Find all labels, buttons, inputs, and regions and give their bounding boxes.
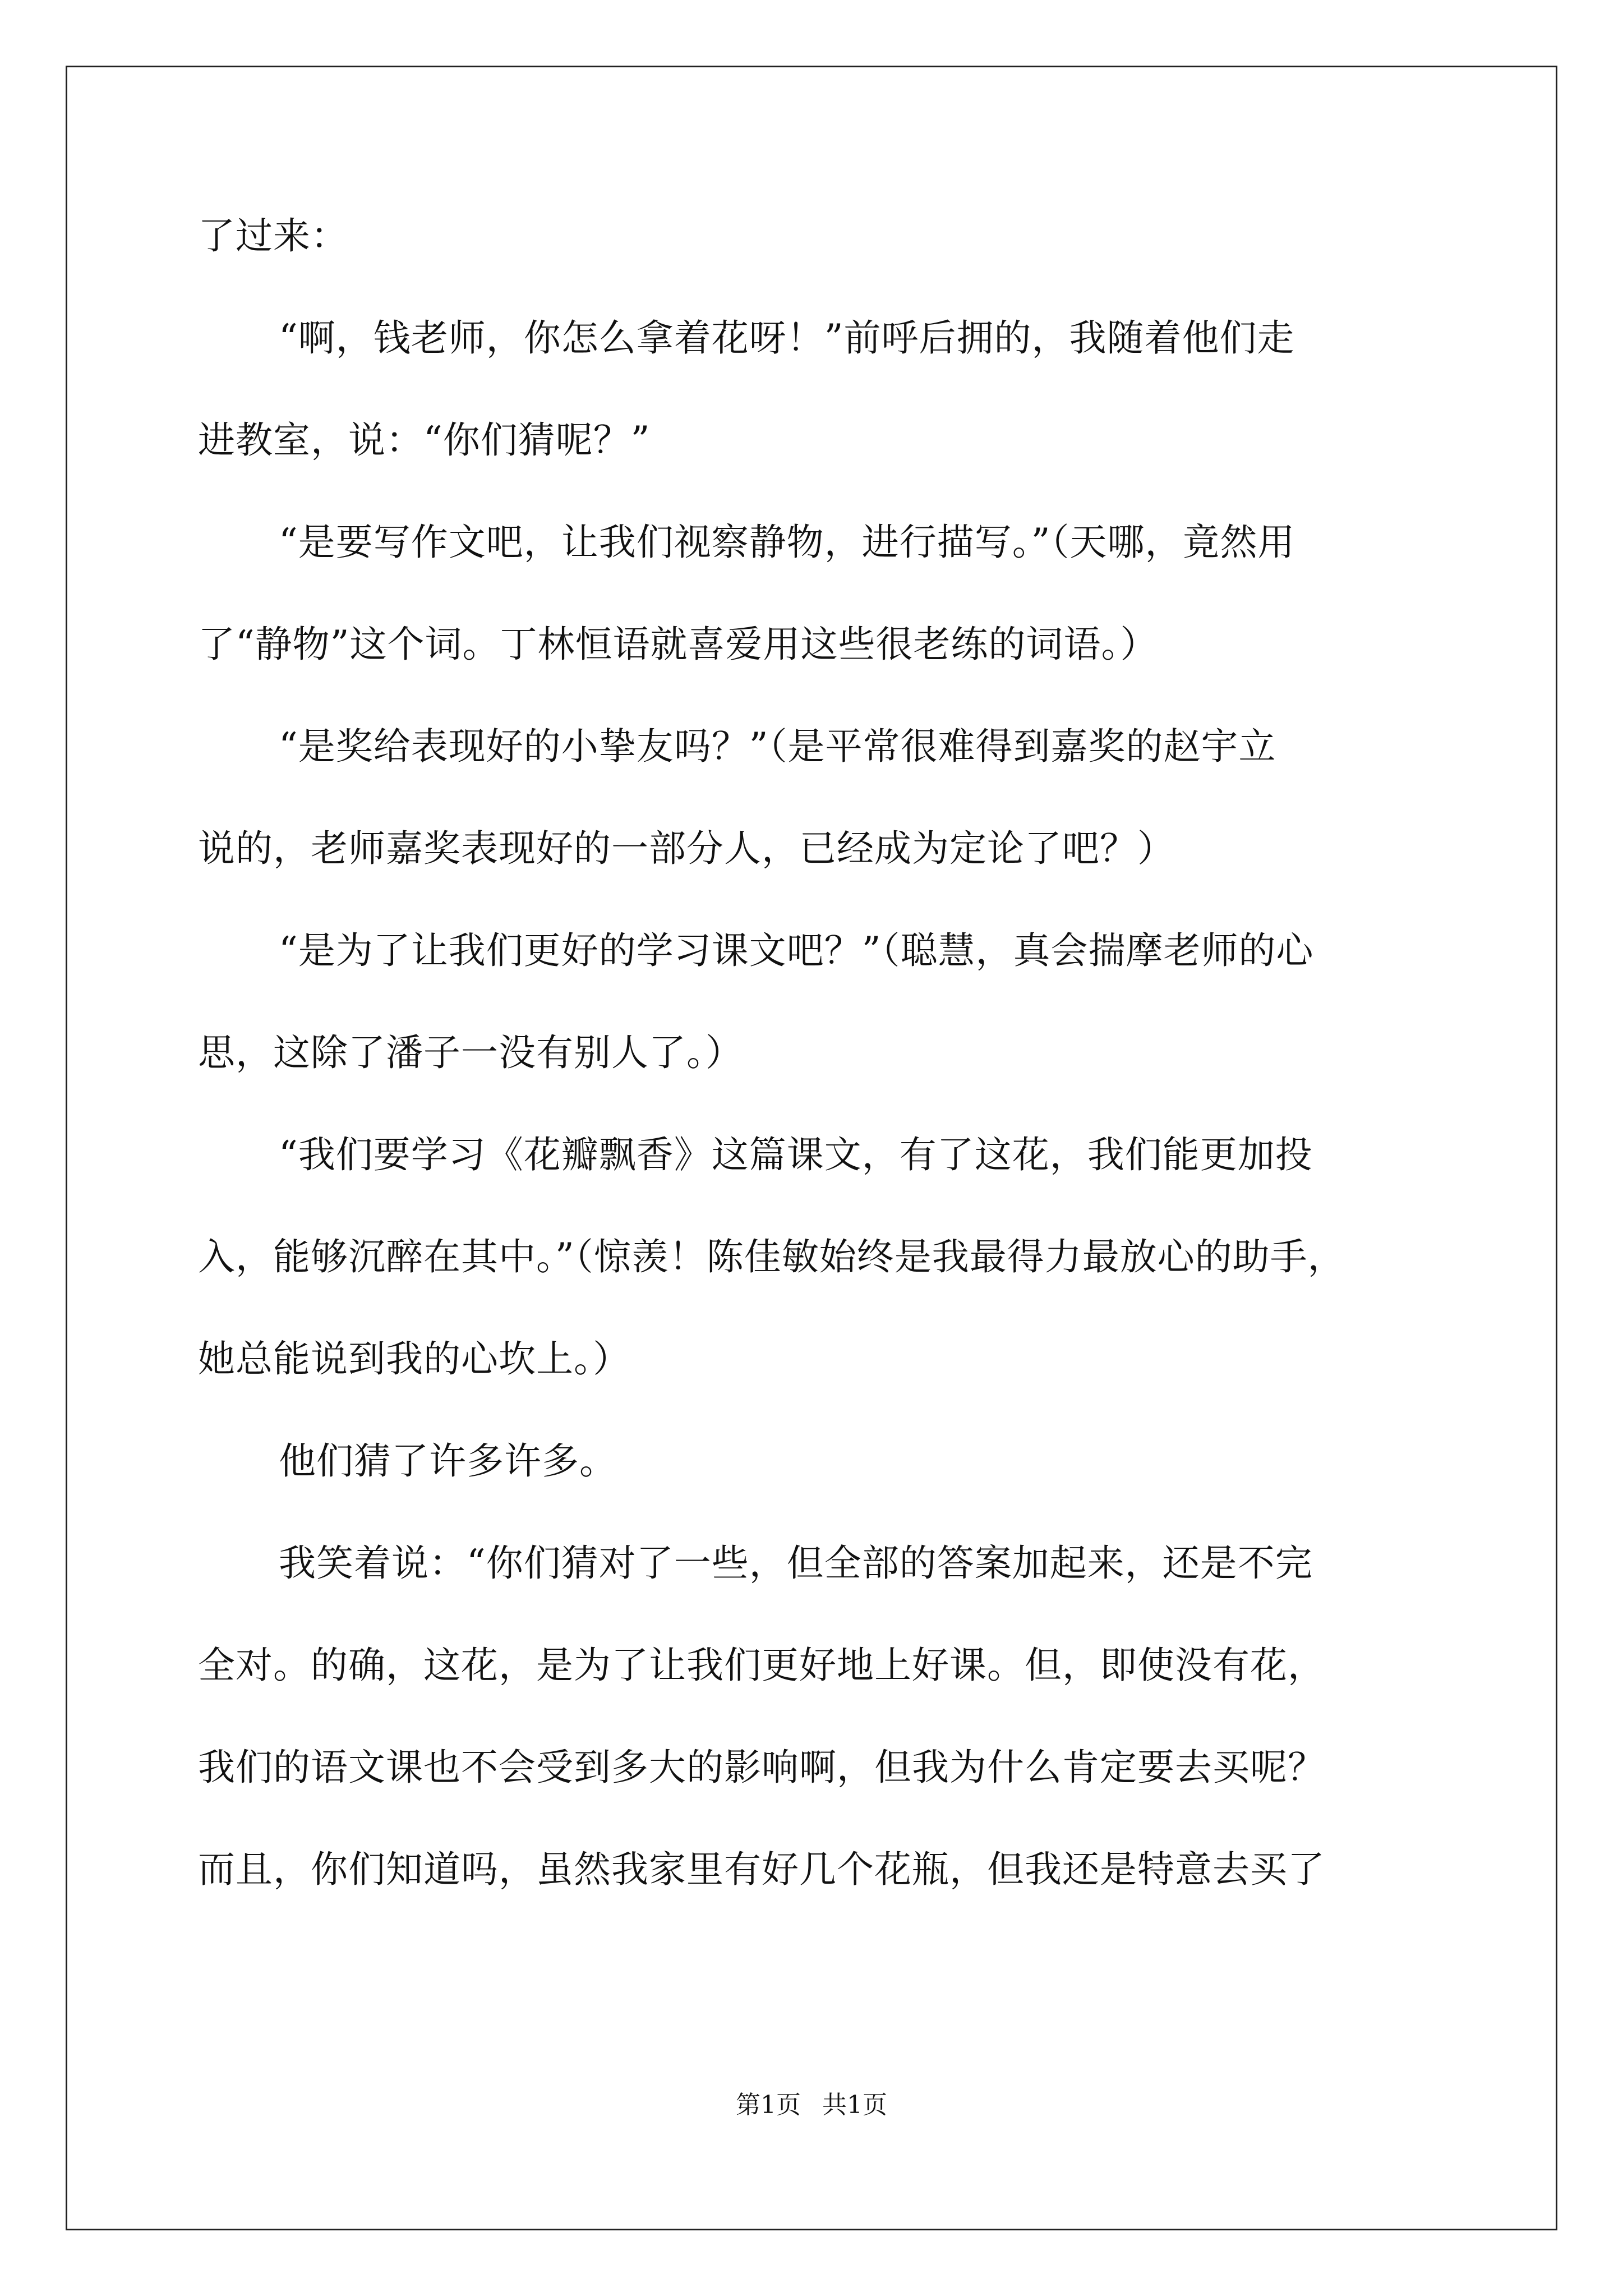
page-footer: [0, 2090, 1623, 2121]
page-number: 第1页: [736, 2091, 801, 2119]
text-line: 我们的语文课也不会受到多大的影响啊，但我为什么肯定要去买呢？: [198, 1746, 1325, 1789]
text-line: 进教室，说：“你们猜呢？”: [198, 418, 651, 462]
text-line: 了过来：: [198, 214, 348, 257]
text-line: “我们要学习《花瓣飘香》这篇课文，有了这花，我们能更加投: [279, 1133, 1313, 1176]
text-line: 说的，老师嘉奖表现好的一部分人，已经成为定论了吧？）: [198, 827, 1175, 870]
text-line: 思，这除了潘子一没有别人了。）: [198, 1031, 743, 1074]
text-line: 我笑着说：“你们猜对了一些，但全部的答案加起来，还是不完: [279, 1542, 1313, 1585]
text-line: 了“静物”这个词。丁林恒语就喜爱用这些很老练的词语。）: [198, 623, 1158, 666]
page-total: 共1页: [822, 2091, 887, 2119]
text-line: 他们猜了许多许多。: [279, 1439, 617, 1483]
text-line: “是为了让我们更好的学习课文吧？”（聪慧，真会揣摩老师的心: [279, 929, 1314, 972]
text-line: “是要写作文吧，让我们视察静物，进行描写。”（天哪，竟然用: [279, 521, 1295, 564]
text-line: “啊，钱老师，你怎么拿着花呀！”前呼后拥的，我随着他们走: [279, 316, 1295, 360]
text-line: 入，能够沉醉在其中。”（惊羡！陈佳敏始终是我最得力最放心的助手，: [198, 1235, 1345, 1278]
text-line: “是奖给表现好的小挚友吗？”（是平常很难得到嘉奖的赵宇立: [279, 725, 1276, 768]
text-line: 全对。的确，这花，是为了让我们更好地上好课。但，即使没有花，: [198, 1644, 1325, 1687]
text-line: 而且，你们知道吗，虽然我家里有好几个花瓶，但我还是特意去买了: [198, 1848, 1325, 1891]
text-line: 她总能说到我的心坎上。）: [198, 1337, 630, 1381]
